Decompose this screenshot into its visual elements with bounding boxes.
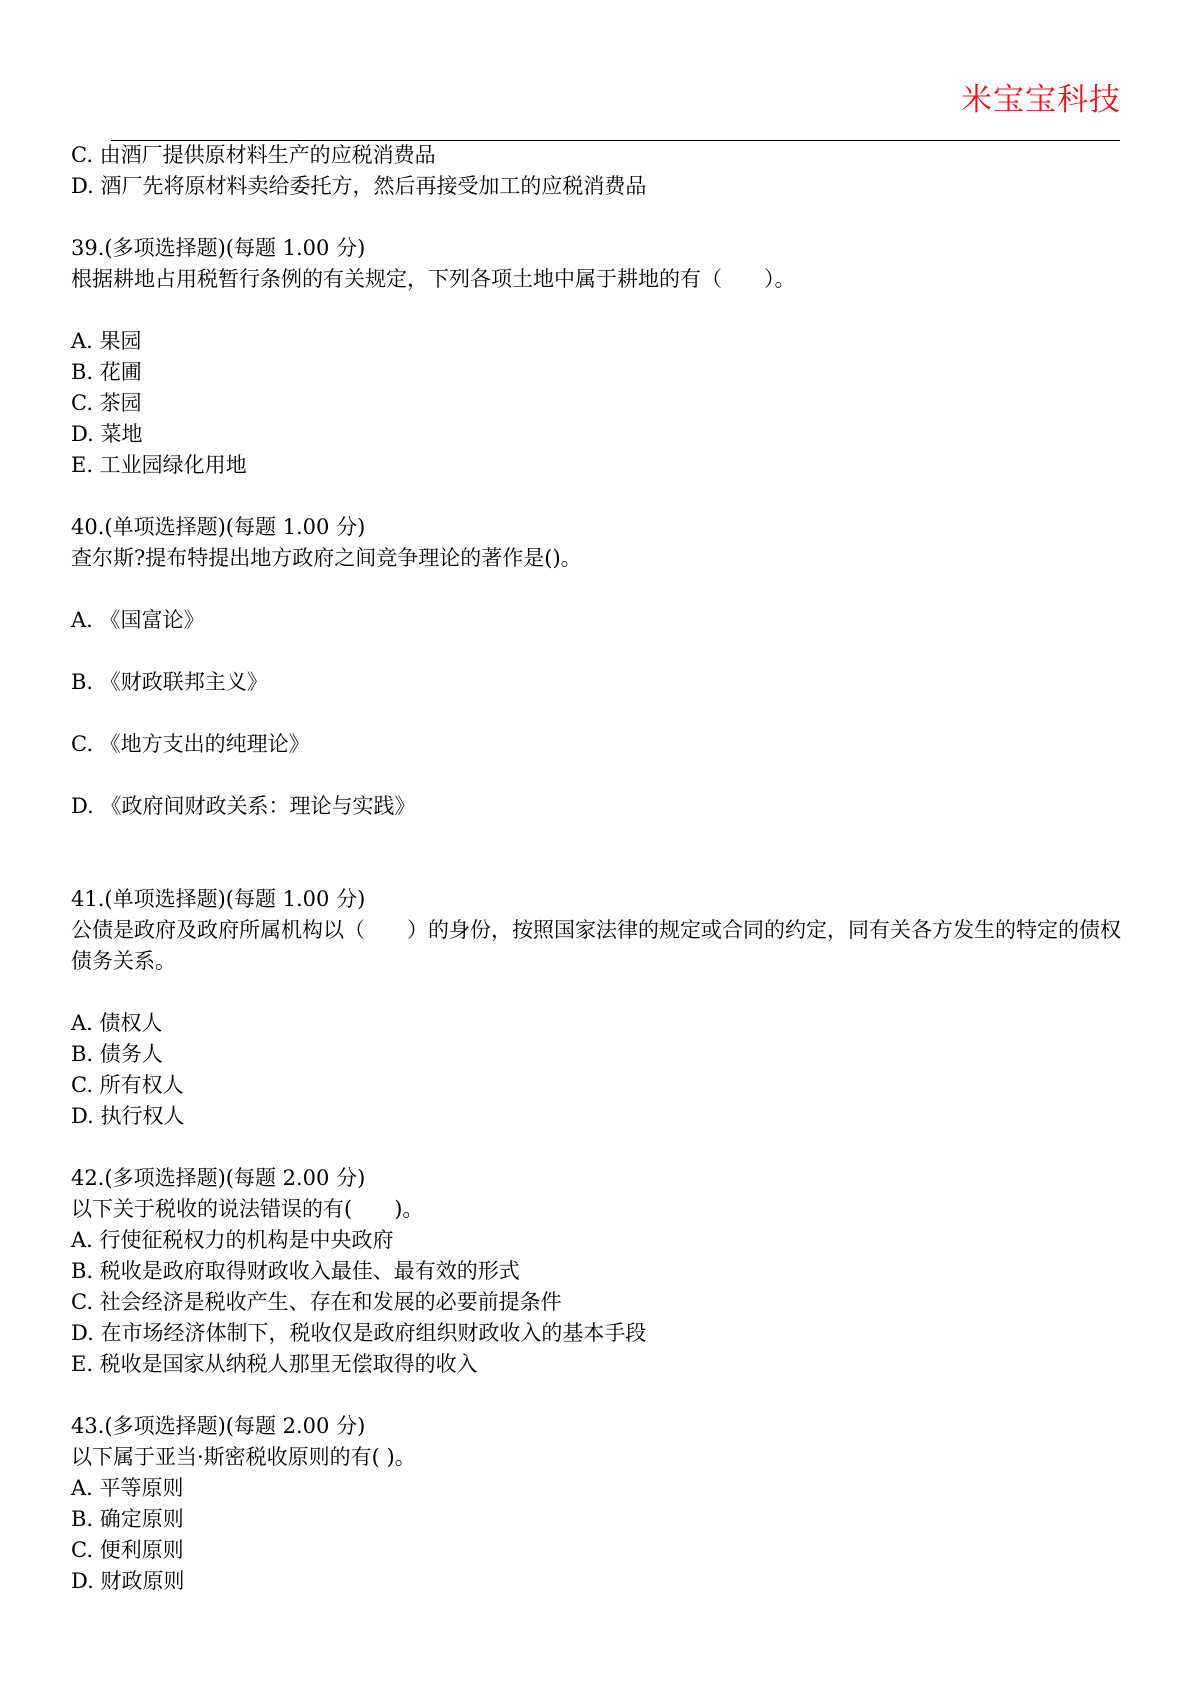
option-c: C. 《地方支出的纯理论》: [71, 732, 310, 756]
page-content: [71, 140, 1121, 1597]
option-a: A. 果园: [71, 329, 142, 353]
option-b: B. 确定原则: [71, 1507, 184, 1531]
option-e: E. 税收是国家从纳税人那里无偿取得的收入: [71, 1352, 478, 1376]
question-stem: 以下关于税收的说法错误的有( )。: [71, 1197, 424, 1221]
option-e: E. 工业园绿化用地: [71, 453, 247, 477]
option-c: C. 所有权人: [71, 1073, 184, 1097]
option-a: A. 行使征税权力的机构是中央政府: [71, 1228, 394, 1252]
option-d: D. 菜地: [71, 422, 143, 446]
question-header: 42.(多项选择题)(每题 2.00 分): [71, 1166, 366, 1190]
question-header: 39.(多项选择题)(每题 1.00 分): [71, 236, 366, 260]
option-a: A. 平等原则: [71, 1476, 184, 1500]
question-42: [71, 1163, 1121, 1380]
option-b: B. 税收是政府取得财政收入最佳、最有效的形式: [71, 1259, 520, 1283]
option-c: C. 茶园: [71, 391, 142, 415]
option-b: B. 债务人: [71, 1042, 163, 1066]
question-43: [71, 1411, 1121, 1597]
option-a: A. 《国富论》: [71, 608, 205, 632]
question-header: 43.(多项选择题)(每题 2.00 分): [71, 1414, 366, 1438]
question-header: 40.(单项选择题)(每题 1.00 分): [71, 515, 366, 539]
question-stem: 根据耕地占用税暂行条例的有关规定，下列各项土地中属于耕地的有（ ）。: [71, 267, 796, 291]
brand-logo-text: 米宝宝科技: [961, 82, 1121, 118]
option-a: A. 债权人: [71, 1011, 163, 1035]
option-d: D. 执行权人: [71, 1104, 185, 1128]
prev-question-options: [71, 140, 1121, 202]
option-d: D. 酒厂先将原材料卖给委托方，然后再接受加工的应税消费品: [71, 174, 647, 198]
option-c: C. 由酒厂提供原材料生产的应税消费品: [71, 143, 436, 167]
option-b: B. 《财政联邦主义》: [71, 670, 268, 694]
question-stem: 公债是政府及政府所属机构以（ ）的身份，按照国家法律的规定或合同的约定，同有关各方发生的特定的债权债务关系。: [71, 918, 1121, 973]
option-b: B. 花圃: [71, 360, 142, 384]
option-d: D. 财政原则: [71, 1569, 185, 1593]
question-39: [71, 233, 1121, 481]
option-d: D. 《政府间财政关系：理论与实践》: [71, 794, 416, 818]
option-c: C. 便利原则: [71, 1538, 184, 1562]
option-d: D. 在市场经济体制下，税收仅是政府组织财政收入的基本手段: [71, 1321, 647, 1345]
option-c: C. 社会经济是税收产生、存在和发展的必要前提条件: [71, 1290, 562, 1314]
question-40: [71, 512, 1121, 822]
question-header: 41.(单项选择题)(每题 1.00 分): [71, 887, 366, 911]
question-41: [71, 884, 1121, 1132]
question-stem: 查尔斯?提布特提出地方政府之间竞争理论的著作是()。: [71, 546, 582, 570]
question-stem: 以下属于亚当·斯密税收原则的有( )。: [71, 1445, 416, 1469]
